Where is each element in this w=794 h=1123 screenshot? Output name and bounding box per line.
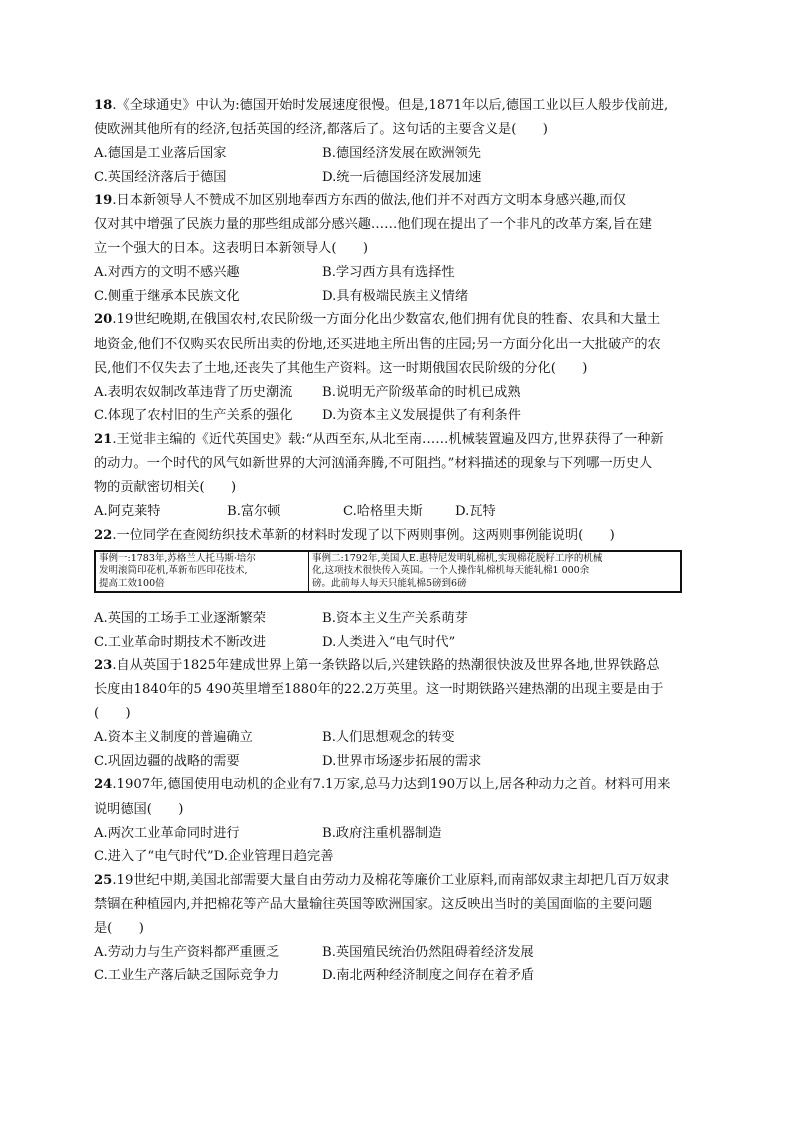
options-row <box>94 726 700 750</box>
question-number: 22 <box>94 527 113 543</box>
option-d: D.具有极端民族主义情绪 <box>322 288 469 304</box>
option-a: A.阿克莱特 <box>94 504 161 520</box>
question-stem-line: 21.王觉非主编的《近代英国史》载:“从西至东,从北至南……机械装置遍及四方,世界获得了一种新 <box>94 431 664 447</box>
option-c: C.英国经济落后于德国 <box>94 169 227 185</box>
question-stem-line: 地资金,他们不仅购买农民所出卖的份地,还买进地主所出售的庄园;另一方面分化出一大批破产的农 <box>94 336 661 352</box>
options-row <box>94 261 700 285</box>
question-stem-line: 是( ) <box>94 920 144 936</box>
question-stem-line: 物的贡献密切相关( ) <box>94 479 237 495</box>
options-row <box>94 404 700 428</box>
question-number: 21 <box>94 431 113 447</box>
options-row <box>94 750 700 774</box>
option-a: A.两次工业革命同时进行 <box>94 825 240 841</box>
options-row <box>94 631 700 655</box>
question-stem-line: 民,他们不仅失去了土地,还丧失了其他生产资料。这一时期俄国农民阶级的分化( ) <box>94 360 588 376</box>
options-row <box>94 500 700 524</box>
option-a: A.英国的工场手工业逐渐繁荣 <box>94 611 266 627</box>
option-d: D.瓦特 <box>455 504 496 520</box>
question-number: 24 <box>94 777 113 793</box>
options-row <box>94 166 700 190</box>
option-d: D.人类进入“电气时代” <box>322 634 456 650</box>
option-c: C.巩固边疆的战略的需要 <box>94 753 240 769</box>
option-c-d: C.进入了“电气时代”D.企业管理日趋完善 <box>94 849 334 865</box>
example-one-cell: 事例一:1783年,苏格兰人托马斯·培尔 发明滚筒印花机,革新布匹印花技术, 提高工效100倍 <box>95 551 309 593</box>
options-row <box>94 381 700 405</box>
examples-table-wrap <box>94 550 700 594</box>
question-stem-line: 立一个强大的日本。这表明日本新领导人( ) <box>94 241 369 257</box>
option-d: D.统一后德国经济发展加速 <box>322 169 482 185</box>
options-row <box>94 822 700 846</box>
options-row <box>94 285 700 309</box>
question-number: 18 <box>94 98 113 113</box>
exam-page <box>94 94 700 988</box>
option-c: C.侧重于继承本民族文化 <box>94 288 240 304</box>
question-18 <box>94 94 700 189</box>
question-stem-line: 的动力。一个时代的风气如新世界的大河汹涌奔腾,不可阻挡。”材料描述的现象与下列哪一历史人 <box>94 455 653 471</box>
question-number: 25 <box>94 872 113 888</box>
question-20 <box>94 308 700 427</box>
question-number: 19 <box>94 193 113 209</box>
question-stem-line: 24.1907年,德国使用电动机的企业有7.1万家,总马力达到190万以上,居各种动力之首。材料可用来 <box>94 777 671 793</box>
options-row <box>94 142 700 166</box>
question-23 <box>94 654 700 773</box>
question-number: 20 <box>94 312 113 328</box>
option-b: B.英国殖民统治仍然阻碍着经济发展 <box>322 944 534 960</box>
options-row <box>94 941 700 965</box>
question-24 <box>94 773 700 868</box>
option-b: B.政府注重机器制造 <box>322 825 442 841</box>
option-a: A.劳动力与生产资料都严重匮乏 <box>94 944 280 960</box>
question-21 <box>94 428 700 524</box>
option-b: B.人们思想观念的转变 <box>322 730 455 746</box>
question-stem-line: 说明德国( ) <box>94 801 184 817</box>
examples-table <box>94 550 682 594</box>
option-b: B.说明无产阶级革命的时机已成熟 <box>322 384 521 400</box>
question-stem-line: 长度由1840年的5 490英里增至1880年的22.2万英里。这一时期铁路兴建热潮的出现主要是由于 <box>94 682 664 698</box>
option-d: D.为资本主义发展提供了有利条件 <box>322 408 521 424</box>
option-a: A.德国是工业落后国家 <box>94 146 227 162</box>
option-a: A.表明农奴制改革违背了历史潮流 <box>94 384 293 400</box>
question-stem-line: 25.19世纪中期,美国北部需要大量自由劳动力及棉花等廉价工业原料,而南部奴隶主却把几百万奴隶 <box>94 872 670 888</box>
option-d: D.世界市场逐步拓展的需求 <box>322 753 482 769</box>
question-stem-line: 使欧洲其他所有的经济,包括英国的经济,都落后了。这句话的主要含义是( ) <box>94 122 548 138</box>
option-c: C.哈格里夫斯 <box>343 504 423 520</box>
option-a: A.资本主义制度的普遍确立 <box>94 730 253 746</box>
options-row <box>94 845 700 869</box>
question-stem-line: 禁锢在种植园内,并把棉花等产品大量输往英国等欧洲国家。这反映出当时的美国面临的主要问题 <box>94 896 653 912</box>
option-c: C.体现了农村旧的生产关系的强化 <box>94 408 293 424</box>
example-two-cell: 事例二:1792年,美国人E.惠特尼发明轧棉机,实现棉花脱籽工序的机械 化,这项技术很快传入英国。一个人操作轧棉机每天能轧棉1 000余 磅。此前每人每天只能轧棉5磅到6磅 <box>309 551 682 593</box>
option-d: D.南北两种经济制度之间存在着矛盾 <box>322 968 535 984</box>
option-c: C.工业生产落后缺乏国际竞争力 <box>94 968 280 984</box>
option-a: A.对西方的文明不感兴趣 <box>94 265 240 281</box>
options-row <box>94 607 700 631</box>
option-b: B.德国经济发展在欧洲领先 <box>322 146 481 162</box>
question-22 <box>94 524 700 655</box>
option-b: B.学习西方具有选择性 <box>322 265 455 281</box>
question-stem-line: 18.《全球通史》中认为:德国开始时发展速度很慢。但是,1871年以后,德国工业以巨人般步伐前进, <box>94 98 669 113</box>
question-stem-line: 20.19世纪晚期,在俄国农村,农民阶级一方面分化出少数富农,他们拥有优良的牲畜、农具和大量土 <box>94 312 661 328</box>
option-b: B.富尔顿 <box>227 504 281 520</box>
question-stem-line: 仅对其中增强了民族力量的那些组成部分感兴趣……他们现在提出了一个非凡的改革方案,旨在建 <box>94 217 653 233</box>
option-c: C.工业革命时期技术不断改进 <box>94 634 267 650</box>
options-row <box>94 964 700 988</box>
question-stem-line: 23.自从英国于1825年建成世界上第一条铁路以后,兴建铁路的热潮很快波及世界各地,世界铁路总 <box>94 658 660 674</box>
question-19 <box>94 189 700 308</box>
question-25 <box>94 869 700 988</box>
question-stem-line: 19.日本新领导人不赞成不加区别地奉西方东西的做法,他们并不对西方文明本身感兴趣,而仅 <box>94 193 627 209</box>
option-b: B.资本主义生产关系萌芽 <box>322 611 468 627</box>
question-stem-line: 22.一位同学在查阅纺织技术革新的材料时发现了以下两则事例。这两则事例能说明( ) <box>94 527 615 543</box>
question-stem-line: ( ) <box>94 706 131 722</box>
question-number: 23 <box>94 658 113 674</box>
